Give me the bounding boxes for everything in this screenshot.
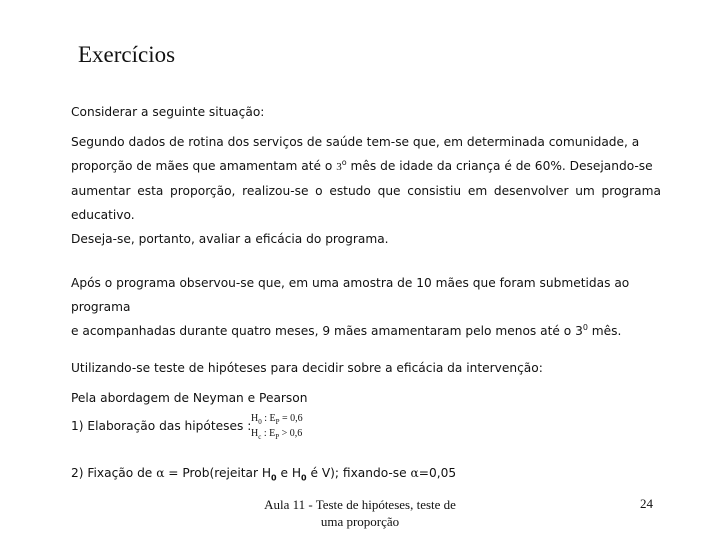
context-line-2-post: mês de idade da criança é de 60%. Desejando-se	[346, 159, 653, 173]
ha-symbol: H	[251, 428, 259, 439]
ordinal-number: 3	[336, 161, 342, 173]
results-line-1: Após o programa observou-se que, em uma amostra de 10 mães que foram submetidas ao programa	[71, 276, 630, 314]
h0-e-sub: P	[275, 418, 280, 426]
paragraph-context	[71, 130, 661, 251]
hypotheses-formulas	[251, 411, 303, 441]
footer-line-1: Aula 11 - Teste de hipóteses, teste de	[264, 497, 456, 512]
ordinal-sup: o	[341, 157, 347, 167]
ha-e-sub: P	[275, 433, 280, 441]
page-number: 24	[640, 496, 653, 511]
significance-mid2: e H	[276, 466, 302, 480]
ha-value: > 0,6	[279, 428, 303, 439]
paragraph-approach: Pela abordagem de Neyman e Pearson	[71, 391, 308, 405]
footer-line-2: uma proporção	[320, 514, 400, 529]
significance-mid3: é V); fixando-se	[306, 466, 411, 480]
context-line-1: Segundo dados de rotina dos serviços de saúde tem-se que, em determinada comunidade, a	[71, 135, 640, 149]
ha-e: : E	[261, 428, 276, 439]
results-line-2-pre: e acompanhadas durante quatro meses, 9 mães amamentaram pelo menos até o 3	[71, 324, 583, 338]
slide-body	[71, 100, 661, 485]
h0-sub-2: 0	[301, 473, 307, 483]
intro-text: Considerar a seguinte situação:	[71, 105, 265, 119]
step-significance	[71, 461, 661, 485]
paragraph-results	[71, 271, 661, 343]
context-line-2-pre: proporção de mães que amamentam até o	[71, 159, 337, 173]
alpha-symbol-2: α	[410, 466, 419, 480]
paragraph-method: Utilizando-se teste de hipóteses para decidir sobre a eficácia da intervenção:	[71, 361, 543, 375]
context-line-2	[71, 154, 661, 179]
results-line-2	[71, 319, 661, 343]
h0-e: : E	[261, 413, 276, 424]
step-hypotheses	[71, 414, 661, 448]
slide-title: Exercícios	[78, 42, 176, 67]
significance-pre: 2) Fixação de	[71, 466, 157, 480]
context-line-4: Deseja-se, portanto, avaliar a eficácia do programa.	[71, 232, 389, 246]
h0-sub: 0	[258, 418, 262, 426]
hypotheses-label: 1) Elaboração das hipóteses :	[71, 419, 252, 433]
slide-footer	[250, 496, 470, 530]
results-line-2-post: mês.	[587, 324, 622, 338]
significance-value: =0,05	[418, 466, 457, 480]
h0-sub-1: 0	[271, 473, 277, 483]
alt-hypothesis	[251, 426, 303, 441]
h0-value: = 0,6	[279, 413, 303, 424]
null-hypothesis	[251, 411, 303, 426]
significance-mid: = Prob(rejeitar H	[164, 466, 272, 480]
h0-symbol: H	[251, 413, 259, 424]
ha-sub: c	[258, 433, 262, 441]
alpha-symbol: α	[156, 466, 165, 480]
results-sup: 0	[582, 322, 588, 332]
context-line-3: aumentar esta proporção, realizou-se o estudo que consistiu em desenvolver um programa educativo.	[71, 184, 661, 222]
